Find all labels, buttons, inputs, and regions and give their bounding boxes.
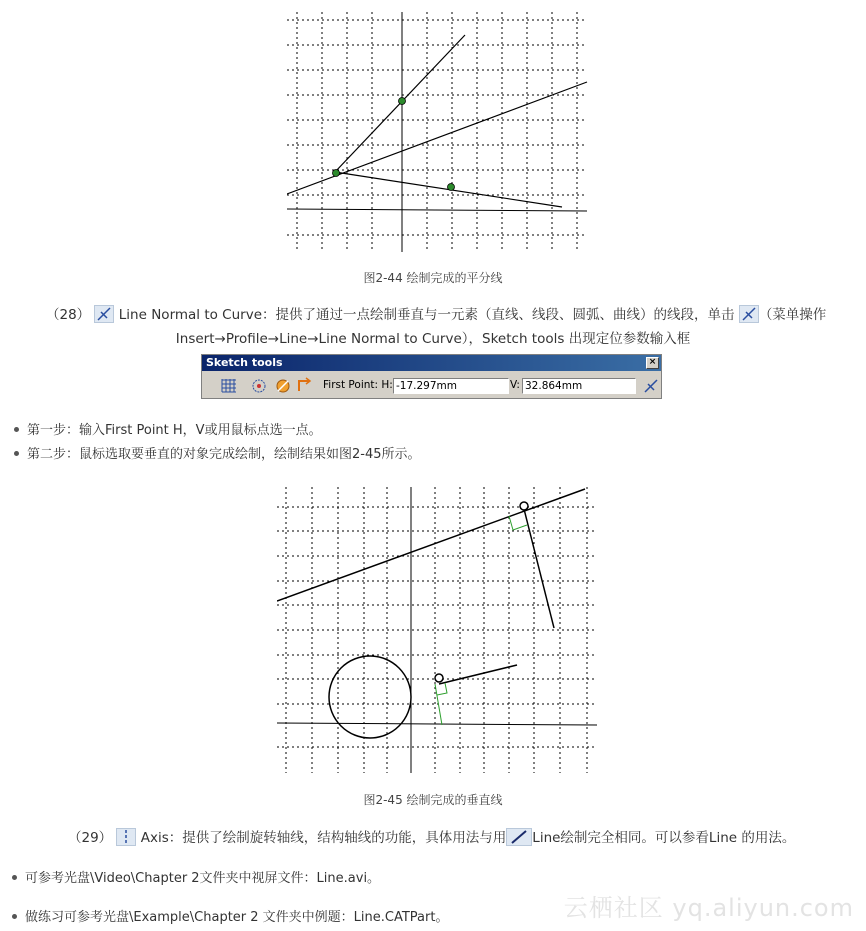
menu-hint-text: （菜单操作 [758,307,827,323]
first-point-label: First Point: H: [323,379,393,391]
line-icon [506,828,532,846]
paragraph-29 [68,826,848,850]
sketch-tools-toolbar [201,354,662,399]
toolbar-title: Sketch tools × [202,355,661,371]
command-name: Line Normal to Curve [118,307,263,323]
figure-2-44 [287,12,589,254]
paragraph-28-line2: Insert→Profile→Line→Line Normal to Curve），Sketch tools 出现定位参数输入框 [175,331,691,347]
line-normal-icon [94,305,114,323]
description-text: ：提供了绘制旋转轴线，结构轴线的功能，具体用法与用 [168,830,507,846]
note-example: 做练习可参考光盘\Example\Chapter 2 文件夹中例题：Line.CATPart。 [12,906,448,925]
item-number: （29） [68,830,113,846]
description-text: ：提供了通过一点绘制垂直与一元素（直线、线段、圆弧、曲线）的线段，单击 [262,307,735,323]
description-text-2: Line绘制完全相同。可以参看Line 的用法。 [532,830,796,846]
v-label: V: [510,379,520,391]
step-1: 第一步：输入First Point H，V或用鼠标点选一点。 [14,419,322,438]
step-2: 第二步：鼠标选取要垂直的对象完成绘制，绘制结果如图2-45所示。 [14,443,421,462]
bullet-icon [12,914,17,919]
bullet-icon [12,875,17,880]
v-value-field[interactable]: 32.864mm [522,378,636,394]
dimension-icon[interactable] [296,377,314,394]
bullet-icon [14,427,19,432]
figure-2-45-caption: 图2-45 绘制完成的垂直线 [363,793,503,807]
line-normal-icon[interactable] [642,377,660,394]
h-value-field[interactable]: -17.297mm [393,378,509,394]
note-video: 可参考光盘\Video\Chapter 2文件夹中视屏文件：Line.avi。 [12,867,380,886]
axis-icon [116,828,136,846]
line-normal-icon [739,305,759,323]
bullet-icon [14,451,19,456]
item-number: （28） [46,307,91,323]
command-name: Axis [140,830,169,846]
construction-icon[interactable] [274,377,292,394]
close-button[interactable]: × [646,357,659,369]
grid-icon[interactable] [220,377,238,394]
figure-2-45 [277,487,599,775]
figure-2-44-caption: 图2-44 绘制完成的平分线 [363,271,503,285]
snap-icon[interactable] [250,377,268,394]
watermark: 云栖社区 yq.aliyun.com [563,894,854,922]
paragraph-28 [46,303,846,327]
